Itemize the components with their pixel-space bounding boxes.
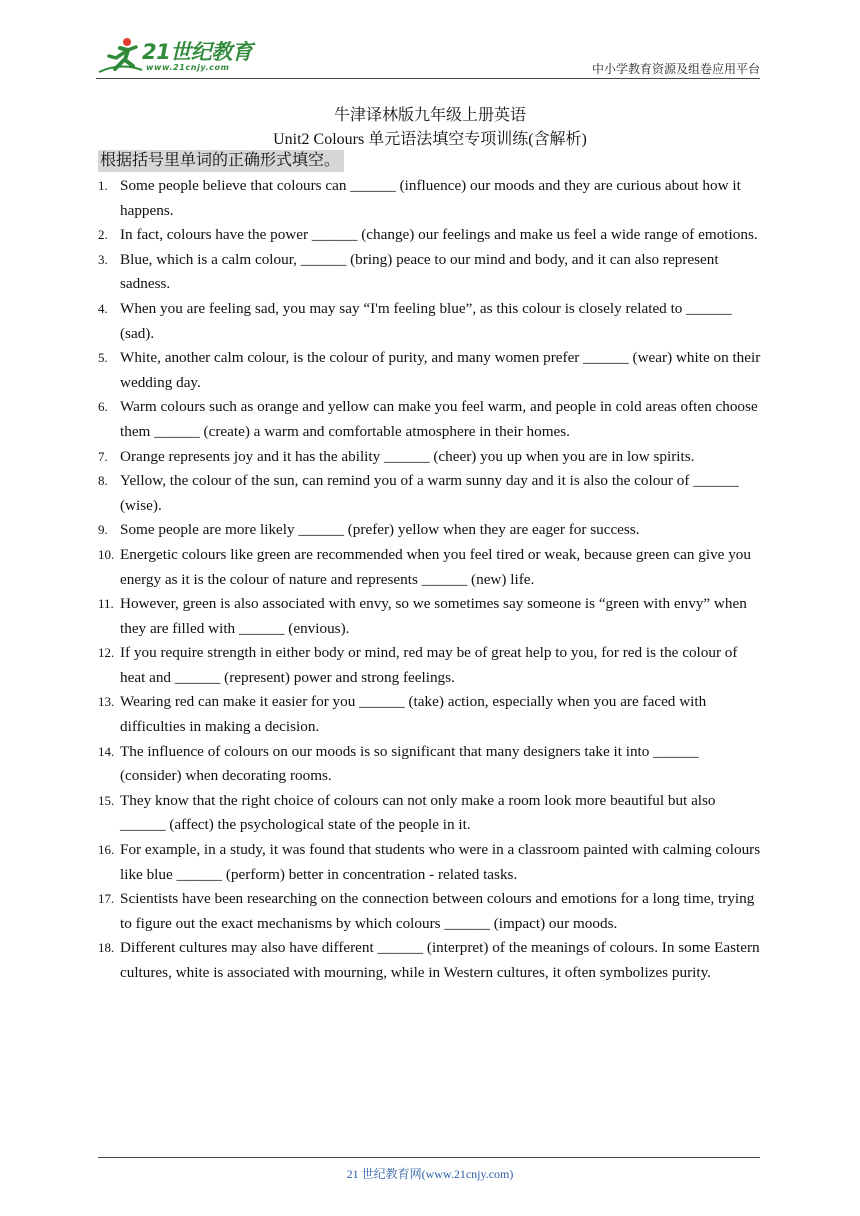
question-text: Some people are more likely ______ (prefer) yellow when they are eager for success.	[120, 521, 640, 539]
question-number: 5.	[98, 350, 108, 366]
page-header	[96, 34, 760, 79]
question-item	[98, 346, 762, 395]
question-text: White, another calm colour, is the colour of purity, and many women prefer ______ (wear) white on their wedding day.	[120, 349, 761, 391]
question-text: They know that the right choice of colours can not only make a room look more beautiful but also ______ (affect) the psychological state of the people in it.	[120, 791, 716, 834]
logo-text: 21世纪教育	[142, 40, 253, 64]
instruction-highlight: 根据括号里单词的正确形式填空。	[98, 150, 344, 172]
question-item	[98, 248, 762, 297]
question-item	[98, 518, 762, 543]
question-item	[98, 936, 762, 985]
site-logo[interactable]	[96, 34, 266, 76]
question-number: 4.	[98, 300, 108, 316]
question-number: 2.	[98, 227, 108, 243]
question-number: 12.	[98, 645, 115, 661]
question-number: 7.	[98, 448, 108, 464]
question-text: For example, in a study, it was found that students who were in a classroom painted with calming colours like blue ______ (perform) better in concentration - related tasks.	[120, 841, 761, 883]
question-text: Scientists have been researching on the connection between colours and emotions for a long time, trying to figure out the exact mechanisms by which colours ______ (impact) our moods.	[120, 890, 755, 932]
question-number: 10.	[98, 546, 115, 562]
question-text: When you are feeling sad, you may say “I'm feeling blue”, as this colour is closely related to ______ (sad).	[120, 299, 732, 342]
footer-divider	[98, 1157, 760, 1158]
question-number: 18.	[98, 940, 115, 956]
question-text: Wearing red can make it easier for you ______ (take) action, especially when you are faced with difficulties in making a decision.	[120, 693, 707, 736]
question-text: Some people believe that colours can ______ (influence) our moods and they are curious about how it happens.	[120, 177, 741, 219]
footer-site-link[interactable]: 21 世纪教育网(www.21cnjy.com)	[346, 1167, 514, 1181]
question-number: 17.	[98, 891, 115, 907]
document-subtitle: Unit2 Colours 单元语法填空专项训练(含解析)	[273, 131, 587, 148]
question-item	[98, 445, 762, 470]
question-text: The influence of colours on our moods is so significant that many designers take it into ______ (consider) when decorating rooms.	[120, 742, 699, 785]
question-text: Orange represents joy and it has the ability ______ (cheer) you up when you are in low spirits.	[120, 447, 695, 465]
question-number: 15.	[98, 792, 115, 808]
question-number: 8.	[98, 473, 108, 489]
question-item	[98, 543, 762, 592]
question-number: 6.	[98, 399, 108, 415]
question-text: Different cultures may also have different ______ (interpret) of the meanings of colours. In some Eastern cultures, white is associated with mourning, while in Western cultures, it often symbolizes purity.	[120, 939, 760, 981]
runner-logo-icon	[98, 36, 144, 74]
question-item	[98, 740, 762, 789]
question-text: However, green is also associated with envy, so we sometimes say someone is “green with envy” when they are filled with ______ (envious).	[120, 595, 747, 637]
question-text: In fact, colours have the power ______ (change) our feelings and make us feel a wide range of emotions.	[120, 226, 758, 244]
question-number: 3.	[98, 251, 108, 267]
question-item	[98, 592, 762, 641]
question-text: Blue, which is a calm colour, ______ (bring) peace to our mind and body, and it can also represent sadness.	[120, 250, 719, 293]
question-item	[98, 789, 762, 838]
question-text: If you require strength in either body or mind, red may be of great help to you, for red is the colour of heat and ______ (represent) power and strong feelings.	[120, 644, 738, 686]
question-item	[98, 395, 762, 444]
question-item	[98, 297, 762, 346]
question-item	[98, 469, 762, 518]
header-platform-text: 中小学教育资源及组卷应用平台	[591, 62, 760, 76]
question-item	[98, 690, 762, 739]
question-item	[98, 838, 762, 887]
question-item	[98, 223, 762, 248]
question-item	[98, 887, 762, 936]
question-number: 16.	[98, 842, 115, 858]
question-number: 11.	[98, 596, 114, 612]
question-number: 1.	[98, 178, 108, 193]
question-item	[98, 641, 762, 690]
question-list	[98, 174, 762, 986]
question-item	[98, 174, 762, 223]
question-text: Yellow, the colour of the sun, can remind you of a warm sunny day and it is also the colour of ______ (wise).	[120, 472, 739, 514]
question-number: 9.	[98, 522, 108, 538]
question-number: 13.	[98, 694, 115, 710]
question-number: 14.	[98, 743, 115, 759]
logo-url: www.21cnjy.com	[146, 63, 230, 72]
question-text: Energetic colours like green are recommended when you feel tired or weak, because green can give you energy as it is the colour of nature and represents ______ (new) life.	[120, 545, 751, 588]
document-title: 牛津译林版九年级上册英语	[333, 107, 526, 124]
question-text: Warm colours such as orange and yellow can make you feel warm, and people in cold areas often choose them ______ (create) a warm and comfortable atmosphere in their homes.	[120, 398, 758, 440]
